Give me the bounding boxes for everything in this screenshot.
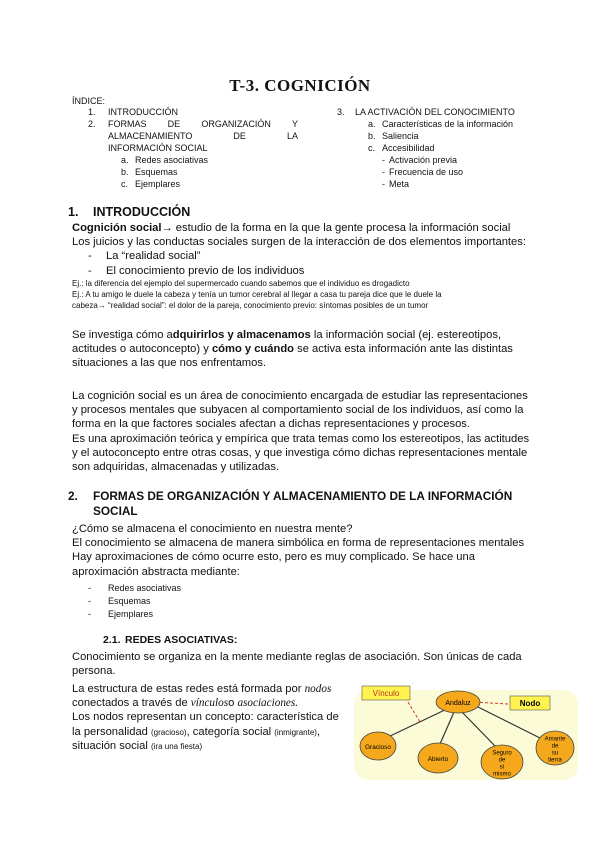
redes-structure: La estructura de estas redes está formada por nodos conectados a través de vínculoso asociaciones. Los nodos representan un concepto: característica de la personalidad (gracioso), categoría social (inmigrante), situación social (ira una fiesta) [72,683,339,752]
section-1-body [72,221,532,278]
example-2b: cabeza→ “realidad social”: el dolor de la pareja, conocimiento previo: síntomas posibles de un tumor [72,301,429,310]
example-1: Ej.: la diferencia del ejemplo del supermercado cuando sabemos que el individuo es drogadicto [72,279,410,288]
index-item: 2. FORMAS DE ORGANIZACIÓN Y [88,119,298,129]
nodo-label: Nodo [519,699,541,708]
examples [72,278,530,311]
index-item: - Activación previa [382,155,458,165]
index-item: b. Saliencia [368,131,419,141]
list-item: - Esquemas [88,596,151,606]
index-item: ALMACENAMIENTO DE LA [108,131,298,141]
index-item: a. Redes asociativas [121,155,209,165]
associative-network-diagram [350,682,580,782]
section-1-heading: 1. INTRODUCCIÓN [68,205,191,219]
node-gracioso-label: Gracioso [364,744,392,751]
index-item: 1. INTRODUCCIÓN [88,107,178,117]
section-2-body: ¿Cómo se almacena el conocimiento en nuestra mente? El conocimiento se almacena de manera simbólica en forma de representaciones mentales Hay aproximaciones de cómo ocurre esto, pero es muy complicado. Se hace una aproximación abstracta mediante: [72,523,525,578]
section-2-heading: 2. FORMAS DE ORGANIZACIÓN Y ALMACENAMIENTO DE LA INFORMACIÓN SOCIAL [68,489,513,518]
list-item: - Ejemplares [88,609,154,619]
index-item: c. Ejemplares [121,179,181,189]
index-item: a. Características de la información [368,119,514,129]
cognicion-definition: Cognición social→ estudio de la forma en la que la gente procesa la información social [72,222,511,234]
node-amante-label: Amante de su tierra [544,736,566,764]
list-item: - La “realidad social” [88,250,201,263]
node-andaluz-label: Andaluz [445,700,471,707]
index-item: - Frecuencia de uso [382,167,464,177]
index-label: ÍNDICE: [72,96,106,106]
section-2-list [88,582,181,621]
page-title: T-3. COGNICIÓN [229,76,371,95]
paragraph: Los juicios y las conductas sociales surgen de la interacción de dos elementos importantes: [72,236,526,249]
index-item: 3. LA ACTIVACIÓN DEL CONOCIMIENTO [337,107,515,117]
list-item: - Redes asociativas [88,583,182,593]
index-item: - Meta [382,179,410,189]
node-abierto-label: Abierto [427,756,449,763]
node-seguro-label: Seguro de sí mismo [492,750,512,778]
index-item: INFORMACIÓN SOCIAL [108,143,208,153]
index-item: c. Accesibilidad [368,143,435,153]
vinculo-label: Vínculo [372,689,400,698]
example-2a: Ej.: A tu amigo le duele la cabeza y tenía un tumor cerebral al llegar a casa tu pareja dice que le duele la [72,290,442,299]
subsection-heading: 2.1. REDES ASOCIATIVAS: [103,634,238,646]
redes-paragraph: Conocimiento se organiza en la mente mediante reglas de asociación. Son únicas de cada persona. [72,651,522,678]
paragraph-investiga: Se investiga cómo adquirirlos y almacenamos la información social (ej. estereotipos, actitudes o autoconcepto) y cómo y cuándo se activa esta información ante las distintas situaciones a las que nos enfrentamos. [72,329,513,370]
paragraph-cognicion: La cognición social es un área de conocimiento encargada de estudiar las representaciones y procesos mentales que subyacen al comportamiento social de los individuos, así como la forma en la que factores sociales afectan a dichas representaciones y procesos. Es una aproximación teórica y empírica que trata temas como los estereotipos, las actitudes y el autoconcepto entre otras cosas, y que investiga cómo dichas representaciones mentale son adquiridas, almacenadas y utilizadas. [72,390,530,474]
list-item: - El conocimiento previo de los individuos [88,264,305,277]
index-right [337,106,537,190]
index-left [88,106,298,190]
index-item: b. Esquemas [121,167,178,177]
